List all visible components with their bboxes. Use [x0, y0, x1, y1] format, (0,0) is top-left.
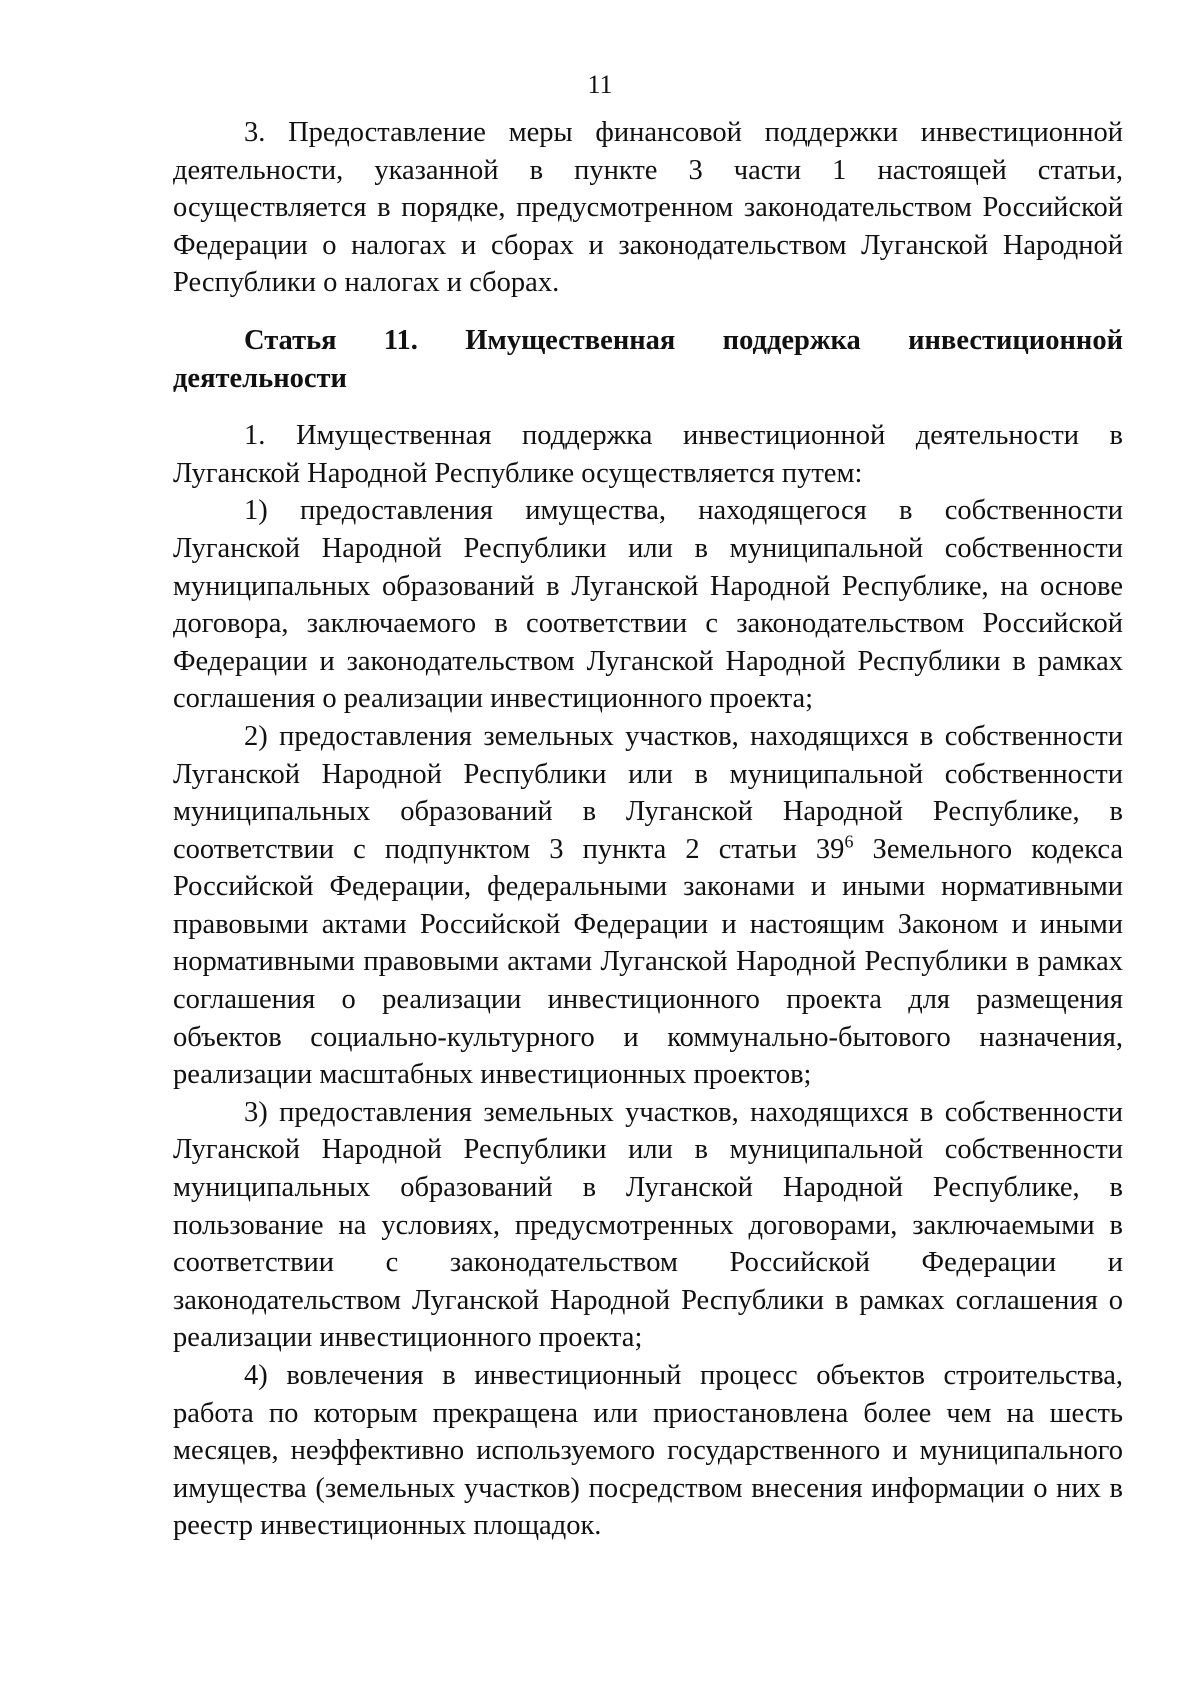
- list-item-3: 3) предоставления земельных участков, находящихся в собственности Луганской Народной Республики или в муниципальной собственности муниципальных образований в Луганской Народной Республике, в пользование на условиях, предусмотренных договорами, заключаемыми в соответствии с законодательством Российской Федерации и законодательством Луганской Народной Республики в рамках соглашения о реализации инвестиционного проекта;: [173, 1096, 1123, 1354]
- list-item-2-text-start: 2) предоставления земельных участков, находящихся в собственности Луганской Народной Республики или в муниципальной собственности муниципальных образований в Луганской Народной Республике, в соответствии с подпунктом 3 пункта 2 статьи 39: [173, 720, 1123, 865]
- page-number: 11: [587, 70, 613, 99]
- article-11-heading: Статья 11. Имущественная поддержка инвестиционной деятельности: [173, 324, 1123, 394]
- document-body: [173, 114, 1123, 1545]
- article-superscript: 6: [844, 831, 854, 852]
- paragraph-3-financial-support: 3. Предоставление меры финансовой поддержки инвестиционной деятельности, указанной в пункте 3 части 1 настоящей статьи, осуществляется в порядке, предусмотренном законодательством Российской Федерации о налогах и сборах и законодательством Луганской Народной Республики о налогах и сборах.: [173, 117, 1123, 299]
- list-item-4: 4) вовлечения в инвестиционный процесс объектов строительства, работа по которым прекращена или приостановлена более чем на шесть месяцев, неэффективно используемого государственного и муниципального имущества (земельных участков) посредством внесения информации о них в реестр инвестиционных площадок.: [173, 1360, 1123, 1542]
- paragraph-1-property-support: 1. Имущественная поддержка инвестиционной деятельности в Луганской Народной Республике осуществляется путем:: [173, 420, 1123, 489]
- list-item-1: 1) предоставления имущества, находящегося в собственности Луганской Народной Республики или в муниципальной собственности муниципальных образований в Луганской Народной Республике, на основе договора, заключаемого в соответствии с законодательством Российской Федерации и законодательством Луганской Народной Республики в рамках соглашения о реализации инвестиционного проекта;: [173, 495, 1123, 715]
- list-item-2: [173, 718, 1123, 1094]
- list-item-2-text-end: Земельного кодекса Российской Федерации, федеральными законами и иными нормативными правовыми актами Российской Федерации и настоящим Законом и иными нормативными правовыми актами Луганской Народной Республики в рамках соглашения о реализации инвестиционного проекта для размещения объектов социально-культурного и коммунально-бытового назначения, реализации масштабных инвестиционных проектов;: [173, 833, 1123, 1091]
